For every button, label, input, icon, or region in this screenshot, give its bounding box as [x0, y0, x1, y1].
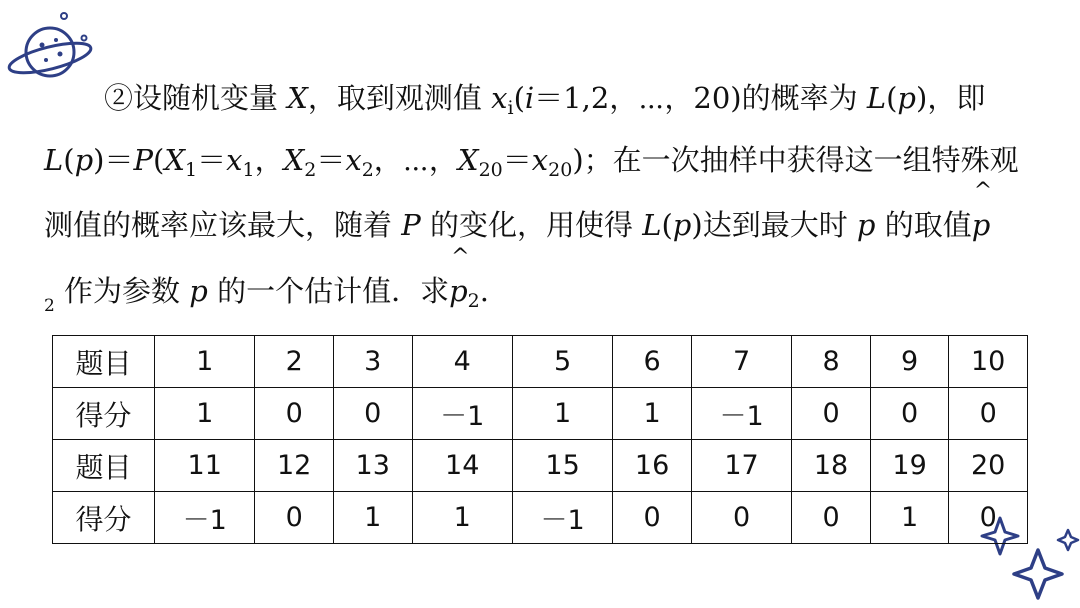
math-subscript: 20 — [548, 159, 573, 181]
table-cell: 0 — [949, 492, 1028, 544]
math-variable: x — [531, 143, 549, 177]
math-variable: x — [226, 143, 243, 177]
table-cell: 1 — [155, 336, 255, 388]
text-segment: 的变化，用使得 — [429, 208, 633, 242]
table-cell: 3 — [333, 336, 412, 388]
math-variable: p — [856, 208, 876, 242]
math-variable: X — [164, 143, 185, 177]
table-cell: 1 — [333, 492, 412, 544]
table-cell: 18 — [792, 440, 871, 492]
math-subscript: 2 — [361, 159, 374, 181]
paragraph-line-4 — [44, 245, 489, 316]
math-variable: p — [189, 274, 208, 308]
text-segment: ( — [153, 143, 165, 177]
text-segment: 作为参数 — [64, 274, 181, 308]
table-cell: 8 — [792, 336, 871, 388]
table-cell: 17 — [691, 440, 791, 492]
math-variable: p — [74, 143, 94, 177]
p-hat-symbol — [449, 245, 470, 308]
text-segment: )；在一次抽样中获得这一组特殊观 — [572, 143, 1019, 177]
table-cell: 15 — [512, 440, 612, 492]
table-cell: 0 — [792, 388, 871, 440]
math-subscript: 1 — [242, 159, 255, 181]
table-cell: 0 — [255, 492, 334, 544]
text-segment: ( — [661, 208, 673, 242]
math-variable: L — [44, 143, 64, 177]
table-row — [53, 388, 1028, 440]
table-cell: 9 — [870, 336, 949, 388]
table-cell: 0 — [691, 492, 791, 544]
text-segment: ( — [886, 81, 898, 115]
math-variable: P — [401, 208, 421, 242]
table-cell: 10 — [949, 336, 1028, 388]
text-segment: ，⋯， — [373, 143, 458, 177]
table-row — [53, 440, 1028, 492]
text-segment: ＝ — [502, 143, 532, 177]
text-segment: ②设随机变量 — [104, 81, 279, 115]
table-cell: －1 — [155, 492, 255, 544]
text-segment: )达到最大时 — [691, 208, 848, 242]
math-variable: L — [866, 81, 887, 115]
math-variable: x — [491, 81, 508, 115]
table-row — [53, 336, 1028, 388]
table-cell: 13 — [333, 440, 412, 492]
math-variable: P — [133, 143, 154, 177]
p-hat-symbol — [971, 179, 993, 242]
table-cell: －1 — [412, 388, 512, 440]
text-segment: ( — [63, 143, 75, 177]
math-variable: x — [345, 143, 362, 177]
text-segment: . — [479, 274, 489, 308]
table-cell: 0 — [949, 388, 1028, 440]
table-cell: 1 — [412, 492, 512, 544]
math-variable: X — [287, 81, 308, 115]
table-cell: 0 — [792, 492, 871, 544]
math-subscript: 20 — [478, 159, 503, 181]
math-variable: p — [971, 208, 991, 242]
row-header: 得分 — [53, 388, 155, 440]
math-variable: X — [457, 143, 479, 177]
math-subscript: 2 — [304, 159, 317, 181]
row-header: 得分 — [53, 492, 155, 544]
text-segment: 的一个估计值．求 — [217, 274, 450, 308]
table-cell: 5 — [512, 336, 612, 388]
text-segment: ， — [254, 143, 284, 177]
hat-accent: ^ — [973, 179, 993, 204]
table-cell: 6 — [613, 336, 692, 388]
text-segment: ( — [513, 81, 525, 115]
math-subscript: 1 — [185, 159, 198, 181]
table-cell: 0 — [870, 388, 949, 440]
row-header: 题目 — [53, 440, 155, 492]
table-cell: 12 — [255, 440, 334, 492]
table-cell: 7 — [691, 336, 791, 388]
paragraph-line-3 — [44, 179, 993, 242]
math-variable: p — [449, 274, 468, 308]
score-table — [52, 335, 1028, 544]
table-cell: 19 — [870, 440, 949, 492]
table-cell: －1 — [691, 388, 791, 440]
hat-accent: ^ — [451, 245, 470, 270]
table-cell: 0 — [613, 492, 692, 544]
math-variable: p — [672, 208, 692, 242]
table-cell: 1 — [613, 388, 692, 440]
text-segment: ＝ — [197, 143, 227, 177]
paragraph-line-1 — [44, 81, 986, 119]
table-cell: 20 — [949, 440, 1028, 492]
math-variable: L — [642, 208, 662, 242]
text-segment: )＝ — [93, 143, 134, 177]
math-variable: X — [283, 143, 305, 177]
table-cell: 4 — [412, 336, 512, 388]
table-cell: 1 — [512, 388, 612, 440]
table-cell: 0 — [255, 388, 334, 440]
table-cell: 0 — [333, 388, 412, 440]
math-subscript: 2 — [467, 290, 480, 312]
table-cell: 16 — [613, 440, 692, 492]
paragraph-line-2 — [44, 143, 1019, 181]
planet-icon — [4, 10, 96, 90]
table-cell: 2 — [255, 336, 334, 388]
table-cell: 1 — [155, 388, 255, 440]
text-segment: ＝1,2，⋯，20)的概率为 — [534, 81, 858, 115]
math-subscript: 2 — [44, 296, 55, 316]
text-segment: 测值的概率应该最大，随着 — [44, 208, 393, 242]
table-row — [53, 492, 1028, 544]
math-variable: p — [897, 81, 916, 115]
text-segment: )，即 — [916, 81, 986, 115]
math-variable: i — [524, 81, 535, 115]
row-header: 题目 — [53, 336, 155, 388]
table-cell: 14 — [412, 440, 512, 492]
text-segment: ，取到观测值 — [307, 81, 482, 115]
text-segment: 的取值 — [884, 208, 972, 242]
math-subscript: i — [507, 97, 514, 119]
table-cell: －1 — [512, 492, 612, 544]
table-cell: 11 — [155, 440, 255, 492]
table-cell: 1 — [870, 492, 949, 544]
text-segment: ＝ — [316, 143, 346, 177]
